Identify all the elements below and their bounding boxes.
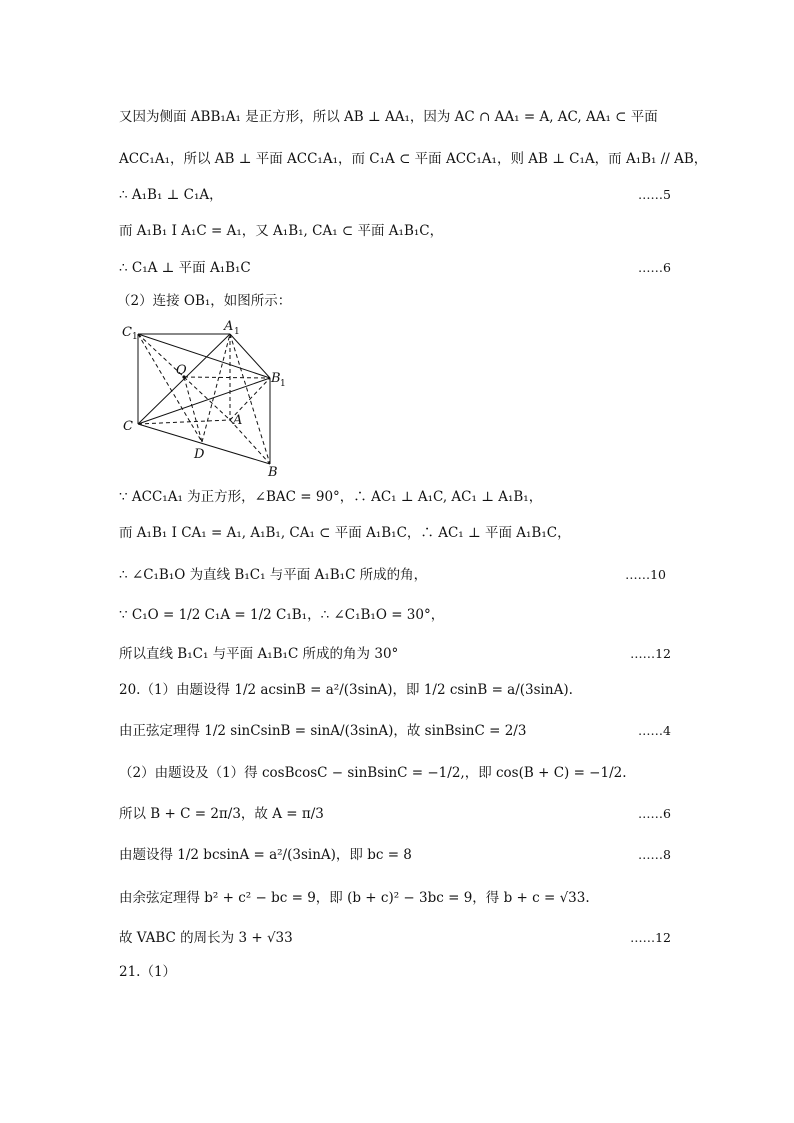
vertex-label-C: C [123, 419, 133, 434]
score-mark: ……5 [638, 187, 671, 202]
text-line-1: 又因为侧面 ABB₁A₁ 是正方形，所以 AB ⊥ AA₁，因为 AC ∩ AA₁ = A, AC, AA₁ ⊂ 平面 [119, 109, 658, 125]
vertex-subscript: 1 [234, 327, 240, 337]
text-line-19: 21.（1） [119, 964, 177, 980]
score-mark: ……12 [630, 930, 671, 945]
text-line-17: 由余弦定理得 b² + c² − bc = 9，即 (b + c)² − 3bc = 9，得 b + c = √33. [119, 890, 590, 906]
text-line-9: ∴ ∠C₁B₁O 为直线 B₁C₁ 与平面 A₁B₁C 所成的角， [119, 567, 428, 583]
score-mark: ……6 [638, 260, 671, 275]
score-mark: ……4 [638, 723, 671, 738]
text-line-5: ∴ C₁A ⊥ 平面 A₁B₁C [119, 260, 251, 276]
vertex-label-O: O [176, 363, 187, 378]
text-line-14: （2）由题设及（1）得 cosBcosC − sinBsinC = −1/2,，即 cos(B + C) = −1/2. [119, 765, 627, 781]
text-line-6: （2）连接 OB₁，如图所示： [117, 293, 292, 309]
text-line-18: 故 VABC 的周长为 3 + √33 [119, 930, 293, 946]
text-line-2: ACC₁A₁，所以 AB ⊥ 平面 ACC₁A₁，而 C₁A ⊂ 平面 ACC₁A₁，则 AB ⊥ C₁A，而 A₁B₁ // AB， [119, 151, 708, 167]
geometry-figure [118, 318, 293, 478]
vertex-label-B: B [268, 465, 278, 478]
score-mark: ……8 [638, 847, 671, 862]
text-line-13: 由正弦定理得 1/2 sinCsinB = sinA/(3sinA)，故 sinBsinC = 2/3 [119, 723, 527, 739]
vertex-subscript: 1 [280, 379, 286, 389]
score-mark: ……6 [638, 806, 671, 821]
vertex-label-C1: C [122, 325, 132, 340]
vertex-label-A1: A [224, 319, 234, 334]
text-line-4: 而 A₁B₁ I A₁C = A₁，又 A₁B₁, CA₁ ⊂ 平面 A₁B₁C， [119, 223, 444, 239]
text-line-8: 而 A₁B₁ I CA₁ = A₁, A₁B₁, CA₁ ⊂ 平面 A₁B₁C，∴ AC₁ ⊥ 平面 A₁B₁C， [119, 525, 571, 541]
vertex-label-D: D [194, 447, 205, 462]
text-line-16: 由题设得 1/2 bcsinA = a²/(3sinA)，即 bc = 8 [119, 847, 412, 863]
score-mark: ……10 [625, 567, 666, 582]
text-line-7: ∵ ACC₁A₁ 为正方形，∠BAC = 90°，∴ AC₁ ⊥ A₁C, AC₁ ⊥ A₁B₁， [119, 489, 543, 505]
text-line-15: 所以 B + C = 2π/3，故 A = π/3 [119, 806, 324, 822]
vertex-subscript: 1 [132, 332, 138, 342]
text-line-11: 所以直线 B₁C₁ 与平面 A₁B₁C 所成的角为 30° [119, 646, 399, 662]
vertex-label-B1: B [271, 371, 281, 386]
vertex-label-A: A [233, 413, 243, 428]
text-line-12: 20.（1）由题设得 1/2 acsinB = a²/(3sinA)，即 1/2 csinB = a/(3sinA). [119, 682, 573, 698]
text-line-3: ∴ A₁B₁ ⊥ C₁A， [119, 187, 223, 203]
text-line-10: ∵ C₁O = 1/2 C₁A = 1/2 C₁B₁，∴ ∠C₁B₁O = 30°， [119, 607, 445, 623]
score-mark: ……12 [630, 646, 671, 661]
